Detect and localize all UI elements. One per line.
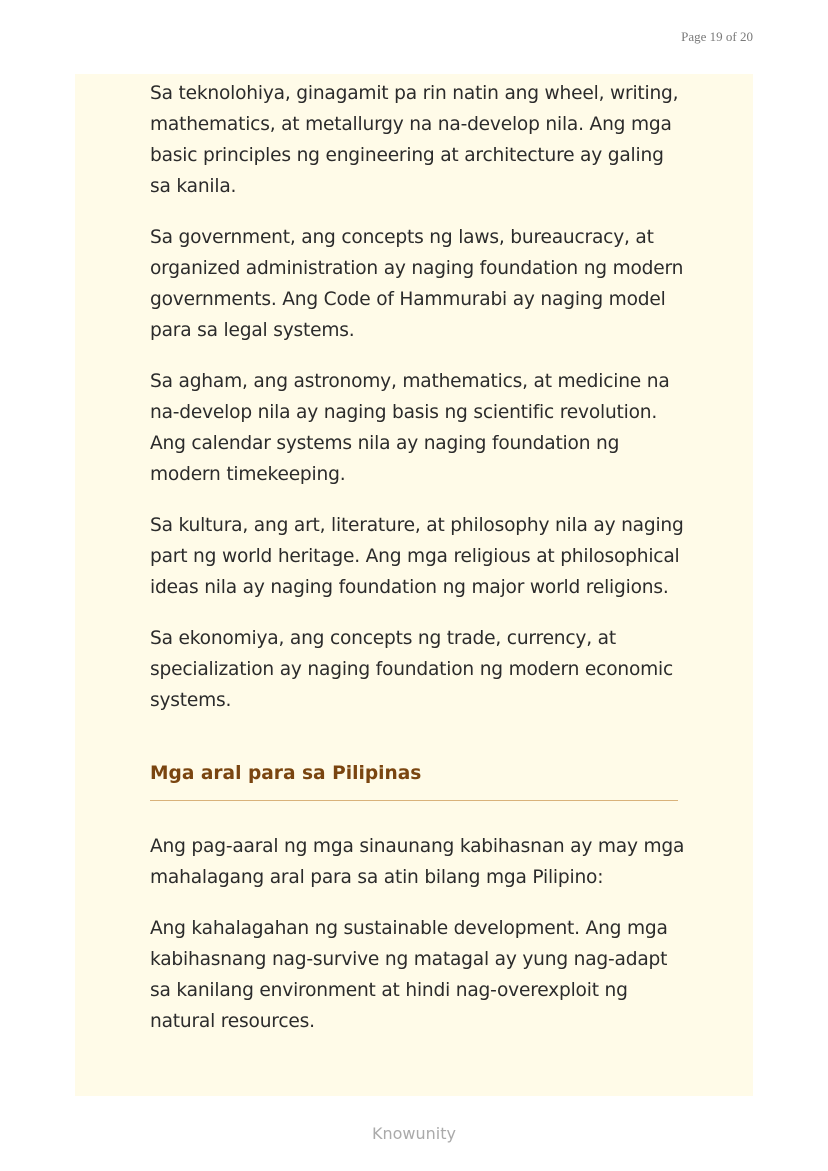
page-number: Page 19 of 20 bbox=[681, 29, 753, 44]
paragraph-sustainable-development: Ang kahalagahan ng sustainable development. Ang mga kabihasnang nag-survive ng matagal ay yung nag-adapt sa kanilang environment at hindi nag-overexploit ng natural resources. bbox=[150, 918, 668, 1032]
section-heading: Mga aral para sa Pilipinas bbox=[150, 763, 422, 784]
paragraph-intro-lessons: Ang pag-aaral ng mga sinaunang kabihasnan ay may mga mahalagang aral para sa atin bilang mga Pilipino: bbox=[150, 836, 685, 888]
footer-brand: Knowunity bbox=[372, 1124, 456, 1143]
section-divider bbox=[150, 800, 678, 801]
paragraph-technology: Sa teknolohiya, ginagamit pa rin natin ang wheel, writing, mathematics, at metallurgy na na-develop nila. Ang mga basic principles ng engineering at architecture ay galing sa kanila. bbox=[150, 83, 679, 197]
content-body bbox=[150, 78, 690, 1057]
paragraph-culture: Sa kultura, ang art, literature, at philosophy nila ay naging part ng world heritage. Ang mga religious at philosophical ideas nila ay naging foundation ng major world religions. bbox=[150, 515, 684, 598]
paragraph-science: Sa agham, ang astronomy, mathematics, at medicine na na-develop nila ay naging basis ng scientific revolution. Ang calendar systems nila ay naging foundation ng modern timekeeping. bbox=[150, 371, 670, 485]
paragraph-economy: Sa ekonomiya, ang concepts ng trade, currency, at specialization ay naging foundation ng modern economic systems. bbox=[150, 628, 674, 711]
content-panel bbox=[75, 74, 753, 1096]
paragraph-government: Sa government, ang concepts ng laws, bureaucracy, at organized administration ay naging foundation ng modern governments. Ang Code of Hammurabi ay naging model para sa legal systems. bbox=[150, 227, 684, 341]
